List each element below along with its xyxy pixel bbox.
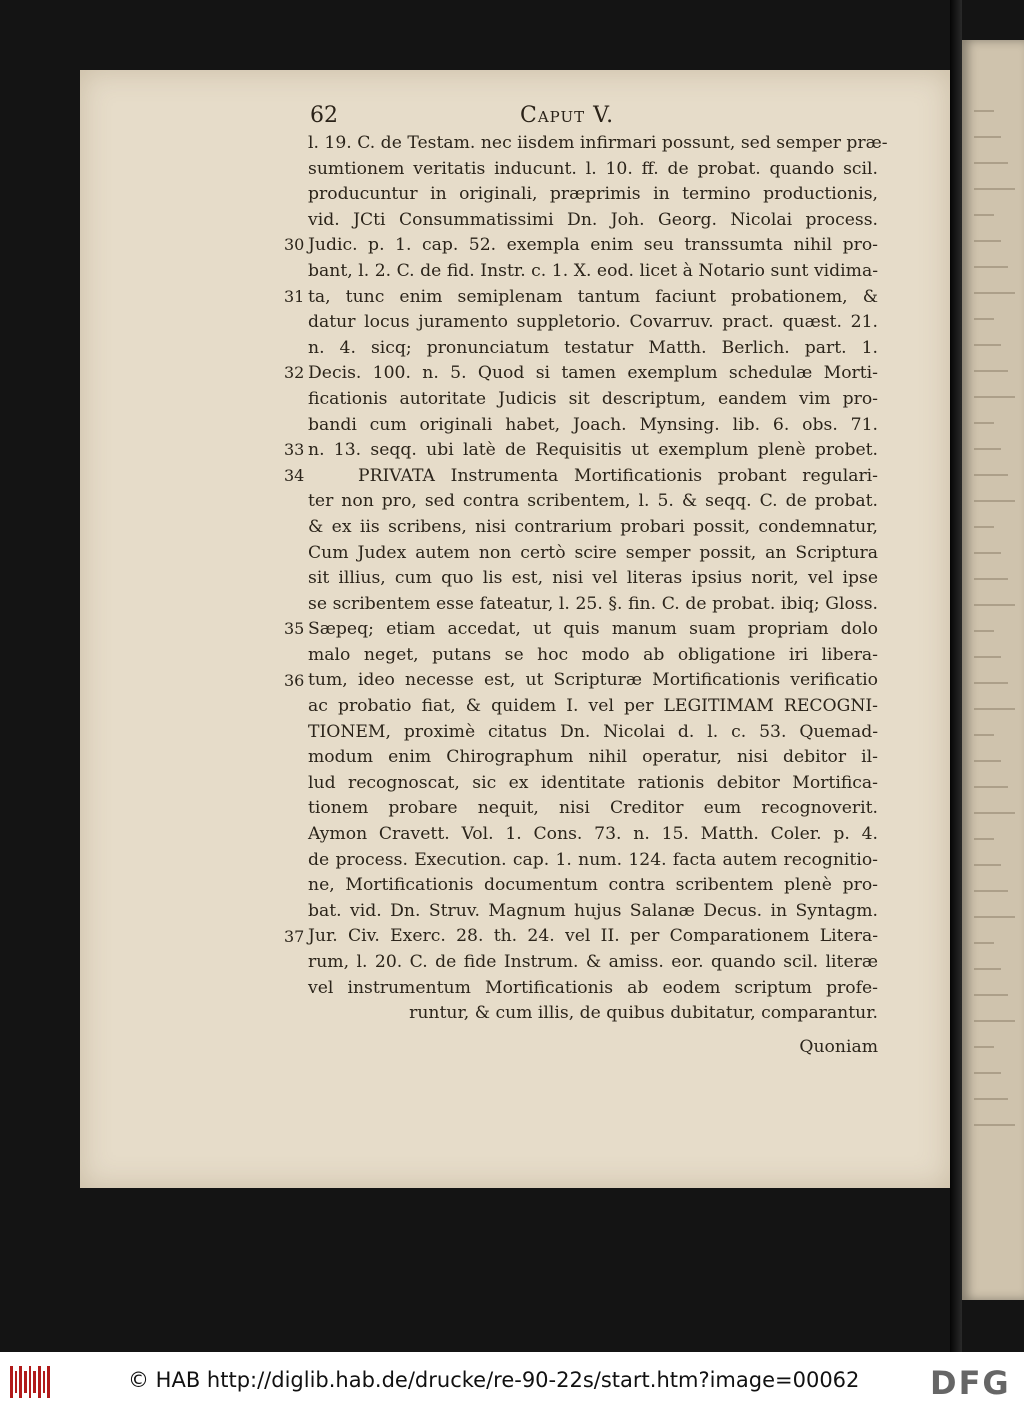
text-lines: [308, 131, 888, 1027]
margin-number: 35: [284, 619, 305, 639]
facing-page-text-trace: [974, 760, 1001, 762]
text-line: bant, l. 2. C. de fid. Instr. c. 1. X. eod. licet à Notario sunt vidima-: [308, 260, 878, 281]
text-line: & ex iis scribens, nisi contrarium probari possit, condemnatur,: [308, 516, 878, 537]
facing-page-text-trace: [974, 162, 1008, 164]
text-line: datur locus juramento suppletorio. Covarruv. pract. quæst. 21.: [308, 312, 878, 333]
facing-page-edge: [962, 40, 1024, 1300]
dfg-logo[interactable]: DFG: [930, 1364, 1011, 1402]
text-line: bat. vid. Dn. Struv. Magnum hujus Salanæ Decus. in Syntagm.: [308, 900, 878, 921]
text-line: TIONEM, proximè citatus Dn. Nicolai d. l. c. 53. Quemad-: [308, 721, 878, 742]
hab-logo-bar: [47, 1366, 50, 1398]
text-line: n. 4. sicq; pronunciatum testatur Matth. Berlich. part. 1.: [308, 337, 878, 358]
facing-page-text-trace: [974, 188, 1015, 190]
text-line: Jur. Civ. Exerc. 28. th. 24. vel II. per Comparationem Litera-: [308, 926, 878, 947]
margin-number: 32: [284, 363, 305, 383]
text-line: malo neget, putans se hoc modo ab obligatione iri libera-: [308, 644, 878, 665]
text-line: vel instrumentum Mortificationis ab eodem scriptum profe-: [308, 977, 878, 998]
facing-page-text-trace: [974, 812, 1015, 814]
facing-page-text-trace: [974, 396, 1015, 398]
facing-page-text-trace: [974, 1098, 1008, 1100]
text-line: bandi cum originali habet, Joach. Mynsing. lib. 6. obs. 71.: [308, 414, 878, 435]
text-line: tum, ideo necesse est, ut Scripturæ Mortificationis verificatio: [308, 670, 878, 691]
text-line: rum, l. 20. C. de fide Instrum. & amiss. eor. quando scil. literæ: [308, 952, 878, 972]
catchword-line: [308, 1027, 878, 1061]
hab-logo-bar: [15, 1371, 18, 1393]
text-line: lud recognoscat, sic ex identitate rationis debitor Mortifica-: [308, 772, 878, 793]
text-line: n. 13. seqq. ubi latè de Requisitis ut exemplum plenè probet.: [308, 440, 878, 461]
text-line: Decis. 100. n. 5. Quod si tamen exemplum schedulæ Morti-: [308, 363, 878, 384]
text-line: ta, tunc enim semiplenam tantum faciunt probationem, &: [308, 286, 878, 307]
facing-page-text-trace: [974, 344, 1001, 346]
hab-logo-bar: [29, 1366, 32, 1398]
margin-number: 31: [284, 286, 305, 306]
hab-logo-icon[interactable]: [10, 1366, 50, 1398]
facing-page-text-trace: [974, 318, 994, 320]
facing-page-text-trace: [974, 1020, 1015, 1022]
text-line: Judic. p. 1. cap. 52. exempla enim seu transsumta nihil pro-: [308, 235, 878, 256]
page-header: [310, 103, 870, 131]
text-line: ne, Mortificationis documentum contra scribentem plenè pro-: [308, 875, 878, 896]
facing-page-text-trace: [974, 1046, 994, 1048]
text-line: PRIVATA Instrumenta Mortificationis probant regulari-: [358, 465, 878, 486]
text-line: vid. JCti Consummatissimi Dn. Joh. Georg. Nicolai process.: [308, 209, 878, 230]
text-line: modum enim Chirographum nihil operatur, nisi debitor il-: [308, 747, 878, 768]
facing-page-text-trace: [974, 136, 1001, 138]
gutter-shadow: [950, 0, 962, 1352]
facing-page-text-trace: [974, 526, 994, 528]
facing-page-text-trace: [974, 864, 1001, 866]
margin-number: 37: [284, 926, 305, 946]
facing-page-text-trace: [974, 474, 1008, 476]
text-line: ficationis autoritate Judicis sit descriptum, eandem vim pro-: [308, 388, 878, 409]
hab-logo-bar: [43, 1371, 46, 1393]
facing-page-text-trace: [974, 370, 1008, 372]
facing-page-text-trace: [974, 942, 994, 944]
facing-page-text-trace: [974, 1072, 1001, 1074]
text-line: Sæpeq; etiam accedat, ut quis manum suam propriam dolo: [308, 619, 878, 640]
hab-logo-bar: [24, 1371, 27, 1393]
catchword: Quoniam: [799, 1036, 878, 1057]
facing-page-text-trace: [974, 786, 1008, 788]
text-line: Aymon Cravett. Vol. 1. Cons. 73. n. 15. Matth. Coler. p. 4.: [308, 824, 878, 845]
text-line: ter non pro, sed contra scribentem, l. 5. & seqq. C. de probat.: [308, 491, 878, 512]
facing-page-text-trace: [974, 968, 1001, 970]
footer-copyright-link[interactable]: © HAB http://diglib.hab.de/drucke/re-90-22s/start.htm?image=00062: [128, 1368, 860, 1392]
running-head: Caput V.: [520, 103, 615, 128]
text-line: ac probatio fiat, & quidem I. vel per LEGITIMAM RECOGNI-: [308, 696, 878, 717]
facing-page-text-trace: [974, 266, 1008, 268]
facing-page-text-trace: [974, 578, 1008, 580]
facing-page-text-trace: [974, 630, 994, 632]
facing-page-text-trace: [974, 422, 994, 424]
facing-page-text-trace: [974, 916, 1015, 918]
facing-page-text-trace: [974, 292, 1015, 294]
text-line: tionem probare nequit, nisi Creditor eum recognoverit.: [308, 798, 878, 819]
margin-number: 34: [284, 465, 305, 485]
facing-page-text-trace: [974, 110, 994, 112]
text-line: se scribentem esse fateatur, l. 25. §. fin. C. de probat. ibiq; Gloss.: [308, 593, 878, 614]
hab-logo-bar: [33, 1371, 36, 1393]
hab-logo-bar: [38, 1366, 41, 1398]
text-line: sumtionem veritatis inducunt. l. 10. ff. de probat. quando scil.: [308, 158, 878, 179]
facing-page-text-trace: [974, 682, 1008, 684]
margin-number: 33: [284, 440, 305, 460]
text-line: l. 19. C. de Testam. nec iisdem infirmari possunt, sed semper præ-: [308, 133, 888, 153]
facing-page-text-trace: [974, 708, 1015, 710]
facing-page-text-trace: [974, 500, 1015, 502]
page-number: 62: [310, 103, 338, 128]
margin-number: 36: [284, 670, 305, 690]
facing-page-text-trace: [974, 604, 1015, 606]
facing-page-text-trace: [974, 214, 994, 216]
hab-logo-bar: [10, 1366, 13, 1398]
text-line: Cum Judex autem non certò scire semper possit, an Scriptura: [308, 542, 878, 563]
facing-page-text-trace: [974, 734, 994, 736]
facing-page-text-trace: [974, 890, 1008, 892]
body-text: [308, 131, 888, 1060]
text-line: de process. Execution. cap. 1. num. 124. facta autem recognitio-: [308, 849, 878, 870]
margin-number: 30: [284, 235, 305, 255]
facing-page-text-trace: [974, 448, 1001, 450]
facing-page-text-trace: [974, 656, 1001, 658]
text-line: runtur, & cum illis, de quibus dubitatur, comparantur.: [409, 1003, 878, 1024]
facing-page-text-trace: [974, 994, 1008, 996]
facing-page-text-trace: [974, 1124, 1015, 1126]
viewer-footer: [0, 1352, 1024, 1412]
facing-page-text-trace: [974, 240, 1001, 242]
facing-page-text-trace: [974, 838, 994, 840]
text-line: sit illius, cum quo lis est, nisi vel literas ipsius norit, vel ipse: [308, 568, 878, 589]
text-line: producuntur in originali, præprimis in termino productionis,: [308, 184, 878, 205]
hab-logo-bar: [19, 1366, 22, 1398]
facing-page-text-trace: [974, 552, 1001, 554]
